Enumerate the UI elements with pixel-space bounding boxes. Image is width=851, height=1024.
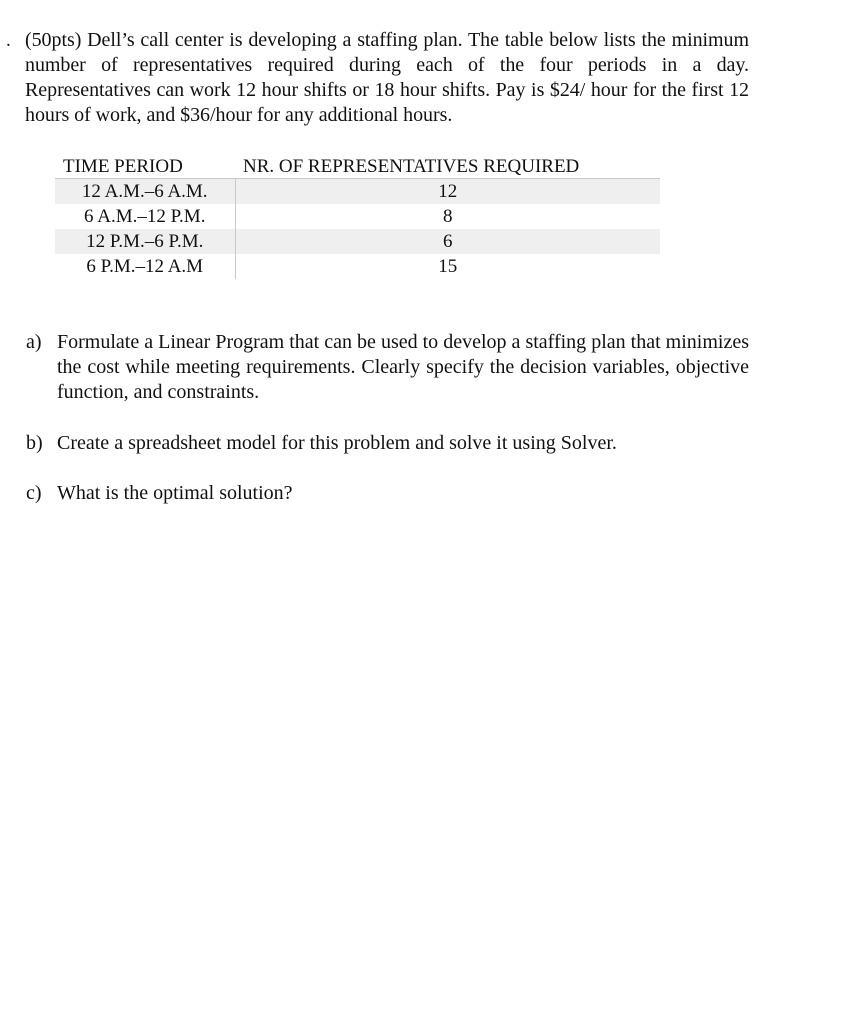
staffing-requirements-table [55,153,660,279]
header-time-period: TIME PERIOD [55,153,235,179]
table-row [55,229,660,254]
question-b [26,431,749,456]
period-cell: 6 A.M.–12 P.M. [55,204,235,229]
required-cell: 8 [443,205,453,227]
period-cell: 12 P.M.–6 P.M. [55,229,235,254]
period-cell: 12 A.M.–6 A.M. [55,179,235,205]
period-cell: 6 P.M.–12 A.M [55,254,235,279]
required-cell: 15 [438,255,458,277]
problem-statement: (50pts) Dell’s call center is developing a staffing plan. The table below lists the minimum number of representatives required during each of the four periods in a day. Representatives can work 12 hour shifts or 18 hour shifts. Pay is $24/ hour for the first 12 hours of work, and $36/hour for any additional hours. [25,29,749,126]
question-label: b) [26,432,43,454]
list-marker: . [6,30,11,51]
question-a [26,330,749,405]
table-row [55,204,660,229]
question-text: What is the optimal solution? [57,482,293,504]
question-label: a) [26,331,42,353]
header-representatives-required: NR. OF REPRESENTATIVES REQUIRED [235,153,660,179]
table-row [55,254,660,279]
table-header-row [55,153,660,179]
required-cell: 12 [235,179,660,205]
question-c [26,481,749,506]
table-row [55,179,660,205]
question-text: Formulate a Linear Program that can be used to develop a staffing plan that minimizes the cost while meeting requirements. Clearly specify the decision variables, objective function, and constraints. [57,331,749,403]
question-text: Create a spreadsheet model for this problem and solve it using Solver. [57,432,617,454]
question-label: c) [26,482,42,504]
required-cell: 6 [235,229,660,254]
